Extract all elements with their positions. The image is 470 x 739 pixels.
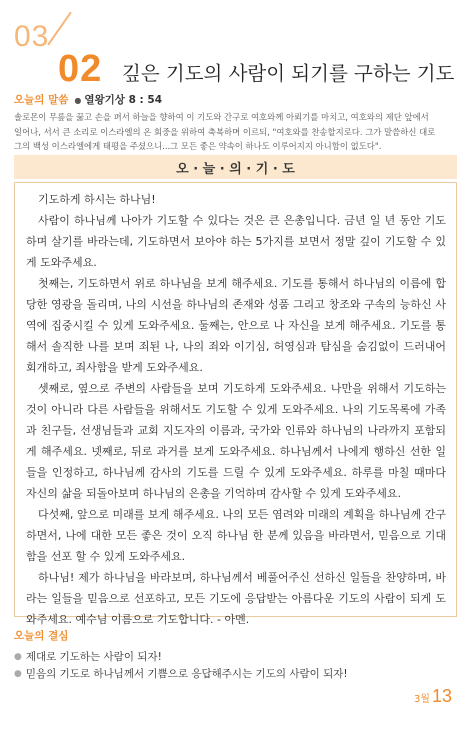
passage-line: 그의 백성 이스라엘에게 태평을 주셨으니...그 모든 좋은 약속이 하나도 이루어지지 아니함이 없도다". — [14, 140, 382, 151]
prayer-heading: 오 · 늘 · 의 · 기 · 도 — [176, 161, 295, 177]
page-header — [14, 20, 464, 90]
resolution-text: 제대로 기도하는 사람이 되자! — [25, 651, 162, 663]
month-number: 03 — [14, 20, 50, 53]
prayer-heading-band — [14, 155, 457, 179]
passage-line: 솔로몬이 무릎을 꿇고 손을 펴서 하늘을 향하여 이 기도와 간구로 여호와께 아뢰기를 마치고, 여호와의 제단 앞에서 — [14, 112, 429, 123]
passage-line: 일어나, 서서 큰 소리로 이스라엘의 온 회중을 위하여 축복하며 이르되, "여호와를 찬송할지로다. 그가 말씀하신 대로 — [14, 126, 436, 137]
prayer-paragraph: 사람이 하나님께 나아가 기도할 수 있다는 것은 큰 은총입니다. 금년 일 년 동안 기도하며 살기를 바라는데, 기도하면서 보아야 하는 5가지를 보면서 정말 깊이 기도할 수 있게 도와주세요. — [26, 214, 446, 269]
prayer-paragraph: 다섯째, 앞으로 미래를 보게 해주세요. 나의 모든 염려와 미래의 계획을 하나님께 간구하면서, 나에 대한 모든 좋은 것이 오직 하나님 한 분께 있음을 바라면서, 믿음으로 기대함을 선포 할 수 있게 도와주세요. — [26, 508, 446, 563]
prayer-paragraph: 첫째는, 기도하면서 위로 하나님을 보게 해주세요. 기도를 통해서 하나님의 이름에 합당한 영광을 돌리며, 나의 시선을 하나님의 존재와 성품 그리고 창조와 구속의 능하신 사역에 집중시킬 수 있게 도와주세요. 둘째는, 안으로 나 자신을 보게 해주세요. 기도를 통해서 솔직한 나를 보며 죄된 나, 나의 죄와 이기심, 허영심과 탐심을 숨김없이 드러내어 회개하고, 죄사함을 받게 도와주세요. — [26, 277, 446, 374]
page-number: 13 — [431, 686, 452, 706]
prayer-paragraph: 셋째로, 옆으로 주변의 사람들을 보며 기도하게 도와주세요. 나만을 위해서 기도하는 것이 아니라 다른 사람들을 위해서도 기도할 수 있게 도와주세요. 나의 기도목록에 가족과 친구들, 선생님들과 교회 지도자의 이름과, 국가와 인류와 하나님의 나라까지 포함되게 해주세요. 넷째로, 뒤로 과거를 보게 도와주세요. 하나님께서 나에게 행하신 선한 일들을 인정하고, 하나님께 감사의 기도를 드릴 수 있게 도와주세요. 하루를 마칠 때마다 자신의 삶을 되돌아보며 하나님의 은총을 기억하며 감사할 수 있게 도와주세요. — [26, 382, 446, 500]
prayer-paragraph: 기도하게 하시는 하나님! — [38, 193, 156, 206]
footer-month: 3월 — [413, 694, 430, 705]
number-divider — [47, 12, 72, 46]
page-title: 깊은 기도의 사람이 되기를 구하는 기도 — [122, 62, 455, 85]
resolution-text: 믿음의 기도로 하나님께서 기쁨으로 응답해주시는 기도의 사람이 되자! — [25, 668, 348, 680]
prayer-paragraph: 하나님! 제가 하나님을 바라보며, 하나님께서 베풀어주신 선하신 일들을 찬양하며, 바라는 일들을 믿음으로 선포하고, 모든 기도에 응답받는 아름다운 기도의 사람이 되게 도와주세요. 예수님 이름으로 기도합니다. - 아멘. — [26, 571, 446, 626]
today-word-section — [14, 92, 459, 153]
scripture-reference: ● 열왕기상 8 : 54 — [74, 92, 162, 108]
resolution-section — [14, 628, 459, 683]
resolution-item — [14, 649, 459, 666]
scripture-passage — [14, 110, 459, 153]
resolution-label: 오늘의 결심 — [14, 630, 69, 642]
page-footer — [414, 686, 452, 707]
prayer-box — [14, 182, 457, 626]
resolution-item — [14, 666, 459, 683]
day-number: 02 — [58, 48, 103, 90]
bullet-icon: ● — [14, 669, 22, 679]
bullet-icon: ● — [14, 652, 22, 662]
today-word-label: 오늘의 말씀 — [14, 94, 69, 106]
